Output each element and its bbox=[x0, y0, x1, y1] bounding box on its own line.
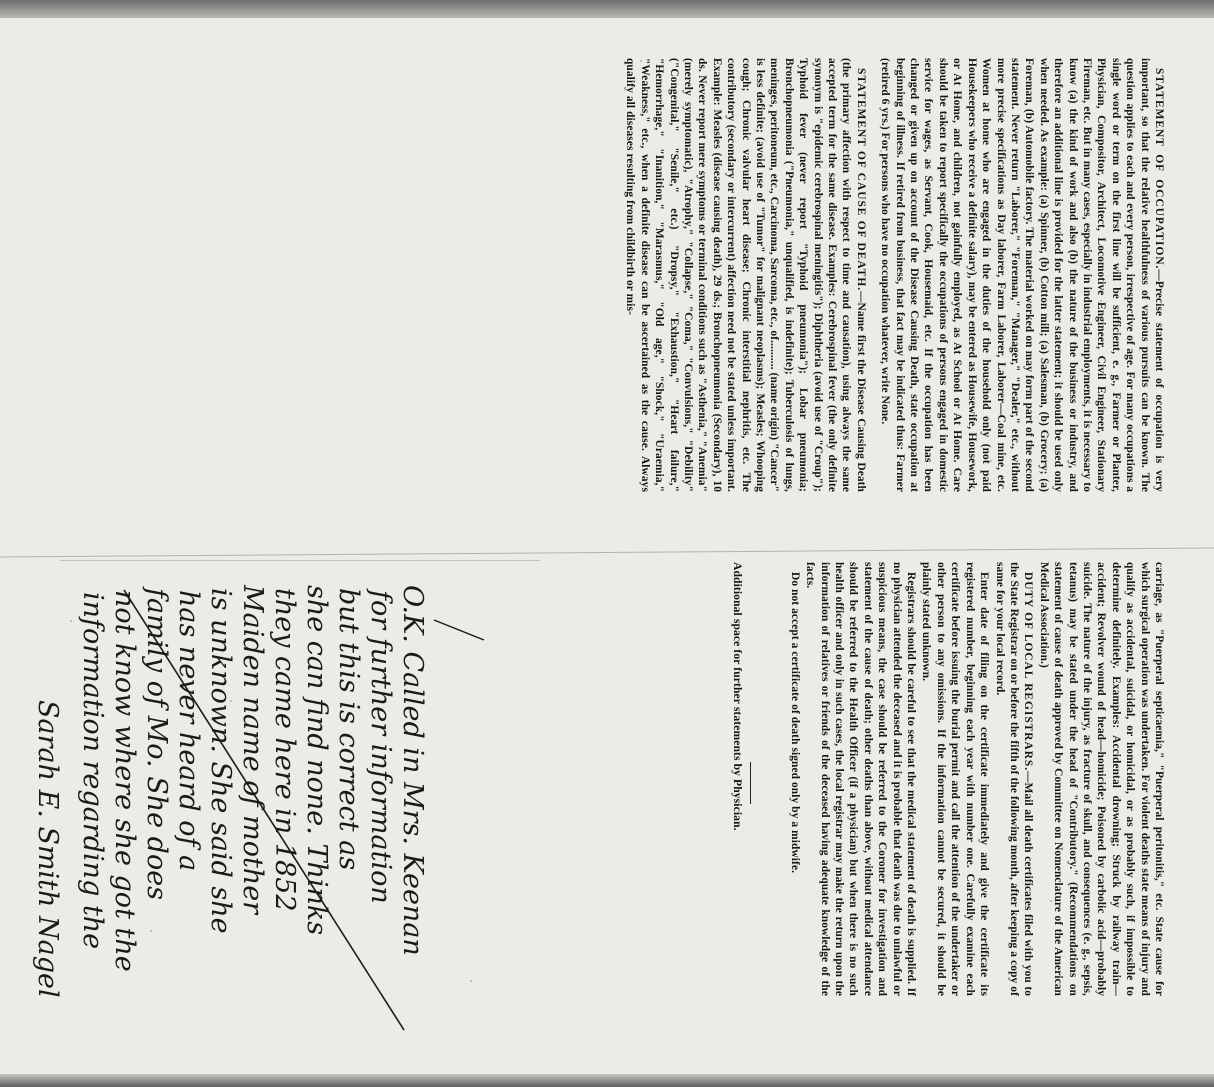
cause-heading: STATEMENT OF CAUSE OF DEATH. bbox=[854, 68, 867, 292]
handwriting-line-3: but this is correct as bbox=[333, 588, 364, 871]
handwriting-line-2: for further information bbox=[365, 590, 396, 904]
duty-paragraph-2: Enter date of filing on the certificate immediately and give the certificate its registered number, beginning each year with number one. Carefully examine each certificate before issuing the burial permit and call the attention of the undertaker or other person to any omissions. If the information cannot be secured, it should be plainly stated unknown. bbox=[920, 562, 991, 996]
handwriting-line-11: information regarding the bbox=[77, 592, 108, 950]
handwriting-line-7: is unknown. She said she bbox=[205, 588, 236, 934]
handwriting-line-10: not know where she got the bbox=[109, 590, 140, 972]
scan-bottom-edge bbox=[0, 1074, 1214, 1087]
duty-paragraph-4: Do not accept a certificate of death signed only by a midwife. bbox=[788, 572, 801, 874]
additional-space-label: Additional space for further statements by Physician. bbox=[731, 562, 744, 831]
continuation-paragraph: carriage, as "Puerperal septicaemia," "Puerperal peritonitis," etc. State cause for which surgical operation was undertaken. For violent deaths state means of injury and qualify as accidental, suicidal, or homicidal, or as probably such, if impossible to determine definitely. Examples: Accidental drowning; Struck by railway train—accident; Revolver wound of head—homicide; Poisoned by carbolic acid—probably suicide. The nature of the injury, as fracture of skull, and consequences (e. g., sepsis, tetanus) may be stated under the head of "Contributory." (Recommendations on statement of cause of death approved by Committee on Nomenclature of the American Medical Association.) bbox=[1037, 562, 1165, 996]
handwriting-line-8: has never heard of a bbox=[173, 590, 204, 872]
duty-heading: DUTY OF LOCAL REGISTRARS. bbox=[1022, 572, 1035, 772]
duty-paragraph-1: —Mail all death certificates filed with you to the State Registrar on or before the fifth of the following month, after keeping a copy of same for your local record. bbox=[993, 562, 1035, 997]
cause-paragraph: —Name first the Disease Causing Death (the primary affection with respect to time and causation), using always the same accepted term for the same disease. Examples: Cerebrospinal fever (the only definite synonym is "epidemic cerebrospinal meningitis"); Diphtheria (avoid use of "Croup"); Typhoid fever (never report "Typhoid pneumonia"); Lobar pneumonia; Bronchopneumonia ("Pneumonia," unqualified, is indefinite); Tuberculosis of lungs, meninges, peritoneum, etc., Carcinoma, Sarcoma, etc., of.......... (name origin) "Cancer" is less definite; (avoid use of "Tumor" for malignant neoplasms); Measles; Whooping cough; Chronic valvular heart disease; Chronic interstitial nephritis, etc. The contributory (secondary or intercurrent) affection need not be stated unless important. Example: Measles (disease causing death), 29 ds.; Bronchopneumonia (Secondary), 10 ds. Never report mere symptoms or terminal conditions such as "Asthenia," "Anemia" (merely symptomatic), "Atrophy," "Collapse," "Coma," "Convulsions," "Debility" ("Congenital," "Senile," etc.) "Dropsy," "Exhaustion," "Heart failure," "Hemorrhage," "Inanition," "Marasmus," "Old age," "Shock," "Uraemia," "Weakness," etc., when a definite disease can be ascertained as the cause. Always qualify all diseases resulting from childbirth or mis- bbox=[624, 58, 867, 492]
handwriting-line-1: O.K. Called in Mrs. Keenan bbox=[397, 585, 428, 956]
pen-stroke bbox=[434, 620, 484, 640]
handwriting-signature: Sarah E. Smith Nagel bbox=[32, 700, 63, 998]
handwriting-line-5: they came here in 1852 bbox=[269, 588, 300, 912]
handwriting-line-6: Maiden name of mother bbox=[237, 585, 268, 915]
handwriting-line-4: she can find none. Thinks bbox=[301, 585, 332, 936]
handwriting-line-9: family of Mo. She does bbox=[141, 588, 172, 901]
duty-paragraph-3: Registrars should be careful to see that the medical statement of death is supplied. If no physician attended the deceased and it is probable that death was due to unlawful or suspicious means, the case should be referred to the Coroner for investigation and statement of the cause of death; other deaths than above, without medical attendance should be referred to the Health Officer (if a physician) but when there is no such health officer and only in such cases, the local registrar may make the return upon the information of relatives or friends of the deceased having adequate knowledge of the facts. bbox=[804, 562, 918, 996]
occupation-heading: STATEMENT OF OCCUPATION. bbox=[1153, 68, 1165, 270]
occupation-paragraph: —Precise statement of occupation is very important, so that the relative healthfulness of various pursuits can be known. The question applies to each and every person, irrespective of age. For many occupations a single word or term on the first line will be sufficient, e. g., Farmer or Planter, Physician, Compositor, Architect, Locomotive Engineer, Civil Engineer, Stationary Fireman, etc. But in many cases, especially in industrial employments, it is necessary to know (a) the kind of work and also (b) the nature of the business or industry, and therefore an additional line is provided for the latter statement; it should be used only when needed. As example: (a) Spinner, (b) Cotton mill; (a) Salesman, (b) Grocery; (a) Foreman, (b) Automobile factory. The material worked on may form part of the second statement. Never return "Laborer," "Foreman," "Manager," "Dealer," etc., without more precise specifications as Day laborer, Farm Laborer, Laborer—Coal mine, etc. Women at home who are engaged in the duties of the household only (not paid Housekeepers who receive a definite salary), may be entered as Housewife, Housework, or At Home, and children, not gainfully employed, as At School or At Home. Care should be taken to report specifically the occupations of persons engaged in domestic service for wages, as Servant, Cook, Housemaid, etc. If the occupation has been changed or given up on account of the Disease Causing Death, state occupation at beginning of illness. If retired from business, that fact may be indicated thus: Farmer (retired 6 yrs.) For persons who have no occupation whatever, write None. bbox=[879, 58, 1165, 492]
